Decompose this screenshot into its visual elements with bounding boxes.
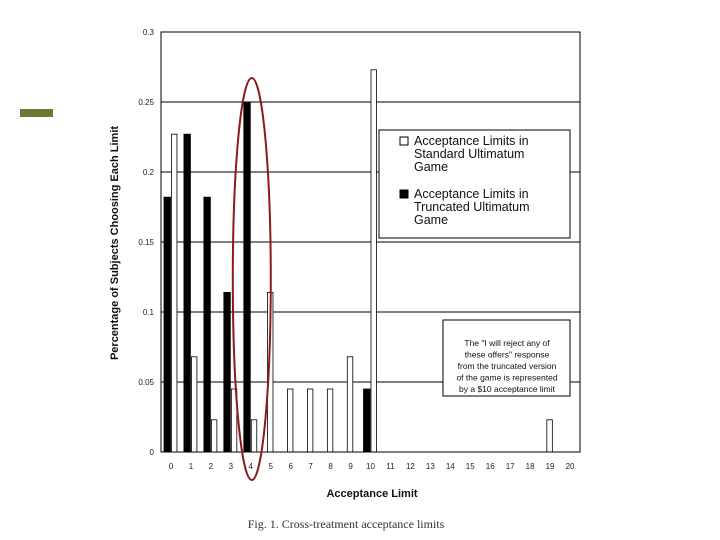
- bar-standard: [327, 389, 333, 452]
- bar-standard: [307, 389, 313, 452]
- x-tick-label: 7: [308, 462, 313, 471]
- y-tick-label: 0.1: [142, 308, 154, 317]
- bar-standard: [547, 420, 553, 452]
- x-tick-label: 1: [188, 462, 194, 471]
- legend-label: Game: [414, 160, 449, 174]
- x-tick-label: 11: [386, 462, 395, 471]
- bar-standard: [251, 420, 256, 452]
- legend-swatch: [400, 137, 408, 145]
- x-tick-label: 6: [288, 462, 293, 471]
- x-tick-label: 5: [268, 462, 273, 471]
- legend-swatch: [400, 190, 408, 198]
- y-axis-title: Percentage of Subjects Choosing Each Limit: [109, 125, 121, 361]
- bar-standard: [211, 420, 217, 452]
- bar-standard: [347, 357, 353, 452]
- x-tick-label: 12: [405, 462, 415, 471]
- bar-truncated: [184, 134, 191, 452]
- y-tick-label: 0.3: [142, 28, 154, 37]
- x-tick-label: 4: [248, 462, 254, 471]
- annotation-line: from the truncated version: [457, 361, 557, 371]
- legend-label: Truncated Ultimatum: [414, 200, 530, 214]
- x-tick-label: 10: [366, 462, 375, 471]
- legend-label: Acceptance Limits in: [414, 134, 529, 148]
- bar-truncated: [204, 197, 211, 452]
- bar-truncated: [364, 389, 371, 452]
- x-tick-label: 19: [545, 462, 555, 471]
- x-tick-label: 18: [525, 462, 535, 471]
- x-tick-labels: [169, 462, 575, 471]
- y-tick-label: 0: [149, 448, 154, 457]
- legend-label: Game: [414, 213, 449, 227]
- annotation-line: these offers" response: [464, 349, 550, 360]
- annotation-line: by a $10 acceptance limit: [459, 384, 555, 394]
- legend: [379, 130, 570, 238]
- x-tick-label: 15: [465, 462, 475, 471]
- y-tick-label: 0.2: [142, 168, 154, 177]
- annotation-line: The "I will reject any of: [464, 338, 550, 348]
- x-tick-label: 8: [328, 462, 333, 471]
- y-tick-label: 0.15: [138, 238, 154, 247]
- y-tick-label: 0.25: [138, 98, 154, 107]
- x-tick-label: 3: [228, 462, 234, 471]
- x-tick-label: 13: [425, 462, 435, 471]
- legend-label: Acceptance Limits in: [414, 187, 529, 201]
- figure-caption: Fig. 1. Cross-treatment acceptance limits: [247, 517, 445, 531]
- y-tick-label: 0.05: [138, 378, 154, 387]
- x-tick-label: 20: [565, 462, 575, 471]
- annotation-note: [443, 320, 570, 396]
- legend-label: Standard Ultimatum: [414, 147, 525, 161]
- x-tick-label: 0: [168, 462, 174, 471]
- bar-standard: [171, 134, 177, 452]
- x-tick-label: 14: [445, 462, 455, 471]
- bar-truncated: [224, 292, 231, 452]
- x-tick-label: 2: [208, 462, 214, 471]
- x-axis-title: Acceptance Limit: [326, 488, 418, 500]
- bar-standard: [371, 70, 377, 452]
- x-tick-label: 17: [505, 462, 515, 471]
- x-tick-label: 9: [348, 462, 353, 471]
- bar-truncated: [164, 197, 171, 452]
- x-tick-label: 16: [485, 462, 495, 471]
- annotation-line: of the game is represented: [456, 372, 558, 383]
- bar-truncated: [244, 102, 251, 452]
- bar-standard: [191, 357, 197, 452]
- bar-standard: [287, 389, 293, 452]
- y-tick-labels: [138, 28, 154, 457]
